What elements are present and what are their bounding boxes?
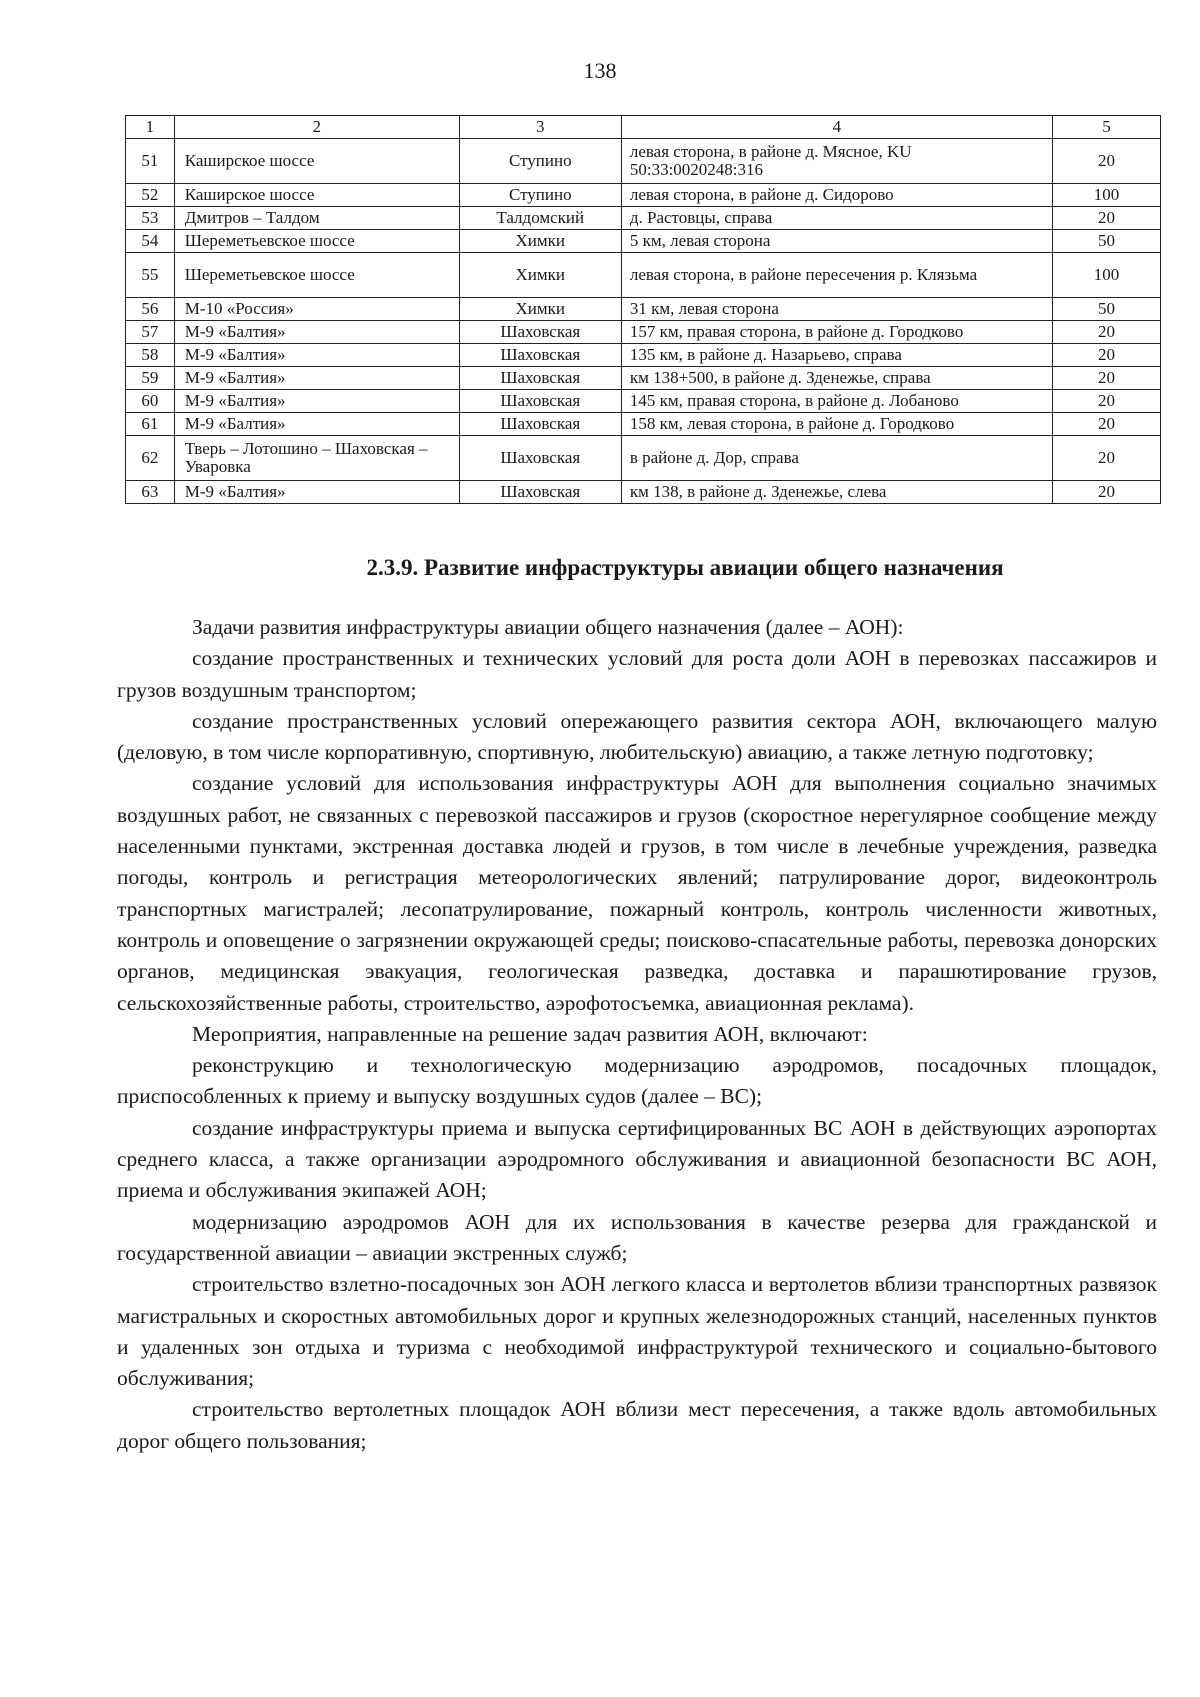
road-name: М-9 «Балтия» xyxy=(174,481,459,504)
row-value: 20 xyxy=(1052,321,1160,344)
column-header: 4 xyxy=(621,116,1052,139)
road-name: Дмитров – Талдом xyxy=(174,207,459,230)
road-name: М-10 «Россия» xyxy=(174,298,459,321)
road-name: Каширское шоссе xyxy=(174,184,459,207)
column-header: 1 xyxy=(126,116,175,139)
row-value: 50 xyxy=(1052,230,1160,253)
row-number: 62 xyxy=(126,436,175,481)
row-number: 59 xyxy=(126,367,175,390)
district-name: Химки xyxy=(459,298,621,321)
road-name: М-9 «Балтия» xyxy=(174,367,459,390)
district-name: Шаховская xyxy=(459,321,621,344)
location-description: левая сторона, в районе пересечения р. Клязьма xyxy=(621,253,1052,298)
paragraph: Мероприятия, направленные на решение задач развития АОН, включают: xyxy=(192,1021,868,1046)
location-description: 158 км, левая сторона, в районе д. Городково xyxy=(621,413,1052,436)
district-name: Шаховская xyxy=(459,390,621,413)
page-number: 138 xyxy=(583,58,617,83)
district-name: Талдомский xyxy=(459,207,621,230)
district-name: Ступино xyxy=(459,184,621,207)
roadside-sites-table xyxy=(125,115,1161,504)
row-number: 56 xyxy=(126,298,175,321)
table-row xyxy=(126,436,1161,481)
road-name: Тверь – Лотошино – Шаховская – Уваровка xyxy=(174,436,459,481)
row-number: 61 xyxy=(126,413,175,436)
row-number: 52 xyxy=(126,184,175,207)
district-name: Шаховская xyxy=(459,481,621,504)
column-header: 5 xyxy=(1052,116,1160,139)
location-description: 31 км, левая сторона xyxy=(621,298,1052,321)
table-row xyxy=(126,298,1161,321)
row-number: 63 xyxy=(126,481,175,504)
paragraph: создание инфраструктуры приема и выпуска сертифицированных ВС АОН в действующих аэропортах среднего класса, а также организации аэродромного обслуживания и авиационной безопасности ВС АОН, приема и обслуживания экипажей АОН; xyxy=(117,1115,1157,1203)
paragraph: модернизацию аэродромов АОН для их использования в качестве резерва для гражданской и государственной авиации – авиации экстренных служб; xyxy=(117,1209,1157,1265)
paragraph: строительство вертолетных площадок АОН вблизи мест пересечения, а также вдоль автомобильных дорог общего пользования; xyxy=(117,1397,1157,1453)
table-row xyxy=(126,230,1161,253)
row-value: 20 xyxy=(1052,413,1160,436)
location-description: 135 км, в районе д. Назарьево, справа xyxy=(621,344,1052,367)
road-name: М-9 «Балтия» xyxy=(174,390,459,413)
district-name: Шаховская xyxy=(459,367,621,390)
location-description: в районе д. Дор, справа xyxy=(621,436,1052,481)
column-header: 2 xyxy=(174,116,459,139)
row-number: 57 xyxy=(126,321,175,344)
row-number: 53 xyxy=(126,207,175,230)
row-value: 100 xyxy=(1052,184,1160,207)
table-row xyxy=(126,481,1161,504)
table-row xyxy=(126,367,1161,390)
row-value: 20 xyxy=(1052,344,1160,367)
row-value: 20 xyxy=(1052,481,1160,504)
location-description: 157 км, правая сторона, в районе д. Городково xyxy=(621,321,1052,344)
column-header: 3 xyxy=(459,116,621,139)
road-name: М-9 «Балтия» xyxy=(174,344,459,367)
location-description: км 138, в районе д. Зденежье, слева xyxy=(621,481,1052,504)
district-name: Шаховская xyxy=(459,344,621,367)
table-row xyxy=(126,184,1161,207)
road-name: М-9 «Балтия» xyxy=(174,413,459,436)
row-number: 54 xyxy=(126,230,175,253)
district-name: Шаховская xyxy=(459,436,621,481)
table-row xyxy=(126,321,1161,344)
row-value: 20 xyxy=(1052,436,1160,481)
section-body xyxy=(117,612,1157,1457)
paragraph: строительство взлетно-посадочных зон АОН легкого класса и вертолетов вблизи транспортных развязок магистральных и скоростных автомобильных дорог и крупных железнодорожных станций, населенных пунктов и удаленных зон отдыха и туризма с необходимой инфраструктурой технического и социально-бытового обслуживания; xyxy=(117,1272,1157,1391)
paragraph: создание условий для использования инфраструктуры АОН для выполнения социально значимых воздушных работ, не связанных с перевозкой пассажиров и грузов (скоростное нерегулярное сообщение между населенными пунктами, экстренная доставка людей и грузов, в том числе в лечебные учреждения, разведка погоды, контроль и регистрация метеорологических явлений; патрулирование дорог, видеоконтроль транспортных магистралей; лесопатрулирование, пожарный контроль, контроль численности животных, контроль и оповещение о загрязнении окружающей среды; поисково-спасательные работы, перевозка донорских органов, медицинская эвакуация, геологическая разведка, доставка и парашютирование грузов, сельскохозяйственные работы, строительство, аэрофотосъемка, авиационная реклама). xyxy=(117,771,1157,1015)
location-description: д. Растовцы, справа xyxy=(621,207,1052,230)
district-name: Шаховская xyxy=(459,413,621,436)
location-description: 5 км, левая сторона xyxy=(621,230,1052,253)
row-value: 50 xyxy=(1052,298,1160,321)
row-number: 51 xyxy=(126,139,175,184)
district-name: Ступино xyxy=(459,139,621,184)
district-name: Химки xyxy=(459,230,621,253)
location-description: 145 км, правая сторона, в районе д. Лобаново xyxy=(621,390,1052,413)
road-name: Каширское шоссе xyxy=(174,139,459,184)
table-row xyxy=(126,139,1161,184)
location-description: км 138+500, в районе д. Зденежье, справа xyxy=(621,367,1052,390)
paragraph: создание пространственных условий опережающего развития сектора АОН, включающего малую (деловую, в том числе корпоративную, спортивную, любительскую) авиацию, а также летную подготовку; xyxy=(117,708,1157,765)
row-number: 55 xyxy=(126,253,175,298)
row-value: 20 xyxy=(1052,207,1160,230)
paragraph: Задачи развития инфраструктуры авиации общего назначения (далее – АОН): xyxy=(192,615,904,639)
road-name: Шереметьевское шоссе xyxy=(174,253,459,298)
row-number: 60 xyxy=(126,390,175,413)
row-number: 58 xyxy=(126,344,175,367)
road-name: Шереметьевское шоссе xyxy=(174,230,459,253)
location-description: левая сторона, в районе д. Мясное, KU 50:33:0020248:316 xyxy=(621,139,1052,184)
row-value: 100 xyxy=(1052,253,1160,298)
table-header-row xyxy=(126,116,1161,139)
table-row xyxy=(126,344,1161,367)
district-name: Химки xyxy=(459,253,621,298)
section-heading: 2.3.9. Развитие инфраструктуры авиации общего назначения xyxy=(366,555,1004,580)
paragraph: реконструкцию и технологическую модернизацию аэродромов, посадочных площадок, приспособленных к приему и выпуску воздушных судов (далее – ВС); xyxy=(117,1053,1157,1109)
row-value: 20 xyxy=(1052,390,1160,413)
row-value: 20 xyxy=(1052,367,1160,390)
location-description: левая сторона, в районе д. Сидорово xyxy=(621,184,1052,207)
paragraph: создание пространственных и технических условий для роста доли АОН в перевозках пассажиров и грузов воздушным транспортом; xyxy=(117,646,1157,702)
road-name: М-9 «Балтия» xyxy=(174,321,459,344)
table-row xyxy=(126,390,1161,413)
table-row xyxy=(126,253,1161,298)
table-row xyxy=(126,207,1161,230)
row-value: 20 xyxy=(1052,139,1160,184)
table-row xyxy=(126,413,1161,436)
